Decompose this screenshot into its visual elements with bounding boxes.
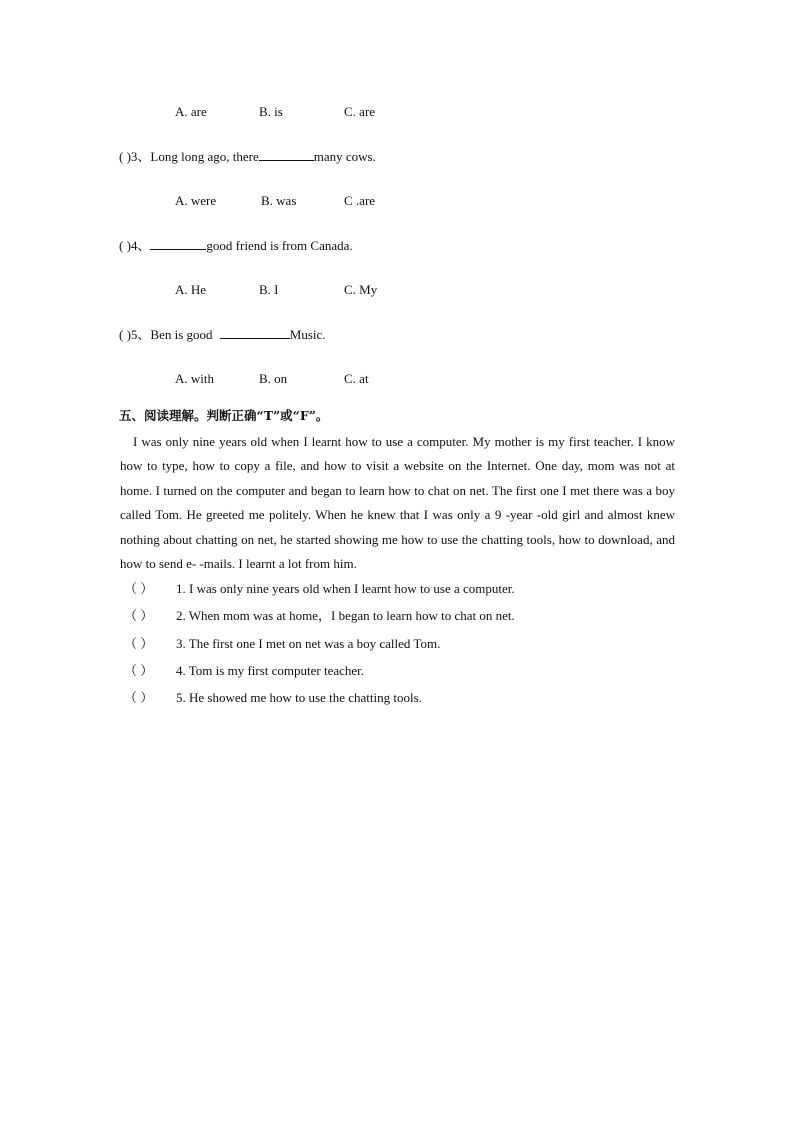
- passage-text: I was only nine years old when I learnt how to use a computer. My mother is my first teacher. I know how to type, how to copy a file, and how to visit a website on the Internet. One day, mom was not at home. I turned on the computer and began to learn how to chat on net. The first one I met there was a boy called Tom. He greeted me politely. When he knew that I was only a 9 -year -old girl and almost knew nothing about chatting on net, he started showing me how to use the chatting tools, how to download, and how to send e- -mails. I learnt a lot from him.: [120, 434, 675, 572]
- answer-parentheses[interactable]: （ ）: [124, 608, 154, 623]
- q4-option-b: B. I: [259, 282, 279, 297]
- answer-parentheses[interactable]: （ ）: [124, 663, 154, 678]
- statement-text: 5. He showed me how to use the chatting tools.: [176, 690, 422, 705]
- statement-1: [124, 581, 515, 597]
- q3-option-b: B. was: [261, 193, 297, 208]
- answer-parentheses[interactable]: （ ）: [124, 690, 154, 705]
- q4-option-c: C. My: [344, 282, 378, 297]
- question-3-suffix: many cows.: [313, 149, 376, 164]
- q3-option-a: A. were: [175, 193, 217, 208]
- statement-text: 1. I was only nine years old when I learnt how to use a computer.: [176, 581, 515, 596]
- statement-4: [124, 663, 364, 679]
- q2-option-a: A. are: [175, 104, 207, 119]
- question-5-suffix: Music.: [289, 327, 326, 342]
- q5-option-a: A. with: [175, 371, 214, 386]
- answer-blank[interactable]: [150, 237, 206, 250]
- q2-option-b: B. is: [259, 104, 283, 119]
- statement-text: 3. The first one I met on net was a boy called Tom.: [176, 636, 441, 651]
- statement-text: 4. Tom is my first computer teacher.: [176, 663, 365, 678]
- q4-option-a: A. He: [175, 282, 207, 297]
- answer-parentheses[interactable]: （ ）: [124, 636, 154, 651]
- statement-2: [124, 608, 515, 624]
- q3-option-c: C .are: [344, 193, 376, 208]
- q2-option-c: C. are: [344, 104, 376, 119]
- answer-blank[interactable]: [259, 148, 314, 161]
- question-4-suffix: good friend is from Canada.: [206, 238, 353, 253]
- question-3: [119, 148, 376, 165]
- statement-5: [124, 690, 422, 706]
- answer-parentheses[interactable]: （ ）: [124, 581, 154, 596]
- question-5: [119, 326, 326, 343]
- answer-blank[interactable]: [220, 326, 290, 339]
- question-4-prefix: ( )4、: [119, 238, 151, 253]
- question-5-prefix: ( )5、Ben is good: [119, 327, 216, 342]
- q5-option-b: B. on: [259, 371, 288, 386]
- statement-text: 2. When mom was at home，I began to learn how to chat on net.: [176, 608, 515, 623]
- section-heading: 五、阅读理解。判断正确“T”或“F”。: [119, 408, 329, 423]
- question-3-prefix: ( )3、Long long ago, there: [119, 149, 259, 164]
- reading-passage: [120, 430, 675, 576]
- question-4: [119, 237, 353, 254]
- q5-option-c: C. at: [344, 371, 369, 386]
- statement-3: [124, 636, 440, 652]
